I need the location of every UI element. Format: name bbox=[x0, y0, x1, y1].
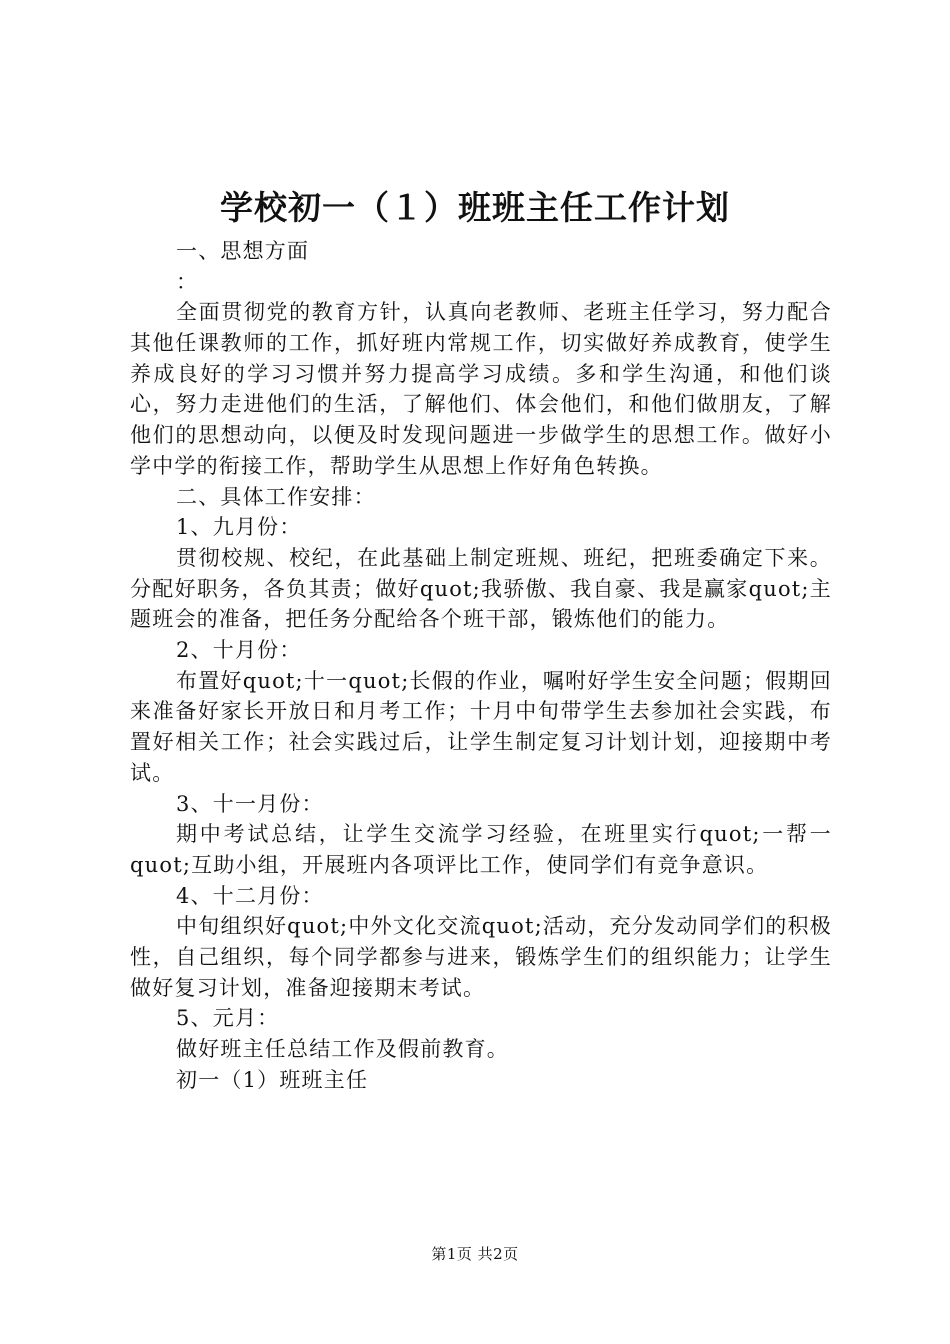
month-heading-october: 2、十月份： bbox=[176, 638, 302, 663]
document-title: 学校初一（１）班班主任工作计划 bbox=[220, 188, 730, 227]
paragraph-october: 布置好quot;十一quot;长假的作业，嘱咐好学生安全问题；假期回来准备好家长开放日和月考工作；十月中旬带学生去参加社会实践，布置好相关工作；社会实践过后，让学生制定复习计划计划，迎接期中考试。 bbox=[130, 668, 832, 785]
month-heading-january: 5、元月： bbox=[176, 1006, 280, 1031]
paragraph-december: 中旬组织好quot;中外文化交流quot;活动，充分发动同学们的积极性，自己组织，每个同学都参与进来，锻炼学生们的组织能力；让学生做好复习计划，准备迎接期末考试。 bbox=[130, 914, 832, 1000]
page-footer: 第1页 共2页 bbox=[431, 1245, 519, 1263]
paragraph-september: 贯彻校规、校纪，在此基础上制定班规、班纪，把班委确定下来。分配好职务，各负其责；做好quot;我骄傲、我自豪、我是赢家quot;主题班会的准备，把任务分配给各个班干部，锻炼他们的能力。 bbox=[130, 545, 832, 632]
paragraph-thought: 全面贯彻党的教育方针，认真向老教师、老班主任学习，努力配合其他任课教师的工作，抓好班内常规工作，切实做好养成教育，使学生养成良好的学习习惯并努力提高学习成绩。多和学生沟通，和他们谈心，努力走进他们的生活，了解他们、体会他们，和他们做朋友，了解他们的思想动向，以便及时发现问题进一步做学生的思想工作。做好小学中学的衔接工作，帮助学生从思想上作好角色转换。 bbox=[130, 300, 832, 478]
section-heading-thought: 一、思想方面 bbox=[176, 239, 310, 263]
section-heading-work-plan: 二、具体工作安排： bbox=[176, 484, 376, 509]
colon-line: ： bbox=[176, 269, 199, 294]
month-heading-december: 4、十二月份： bbox=[176, 883, 324, 908]
document-body bbox=[130, 236, 832, 1096]
signature: 初一（1）班班主任 bbox=[176, 1067, 369, 1092]
paragraph-january: 做好班主任总结工作及假前教育。 bbox=[176, 1037, 509, 1062]
paragraph-november: 期中考试总结，让学生交流学习经验，在班里实行quot;一帮一quot;互助小组，开展班内各项评比工作，使同学们有竞争意识。 bbox=[130, 822, 832, 877]
month-heading-november: 3、十一月份： bbox=[176, 791, 324, 816]
month-heading-september: 1、九月份： bbox=[176, 515, 302, 540]
